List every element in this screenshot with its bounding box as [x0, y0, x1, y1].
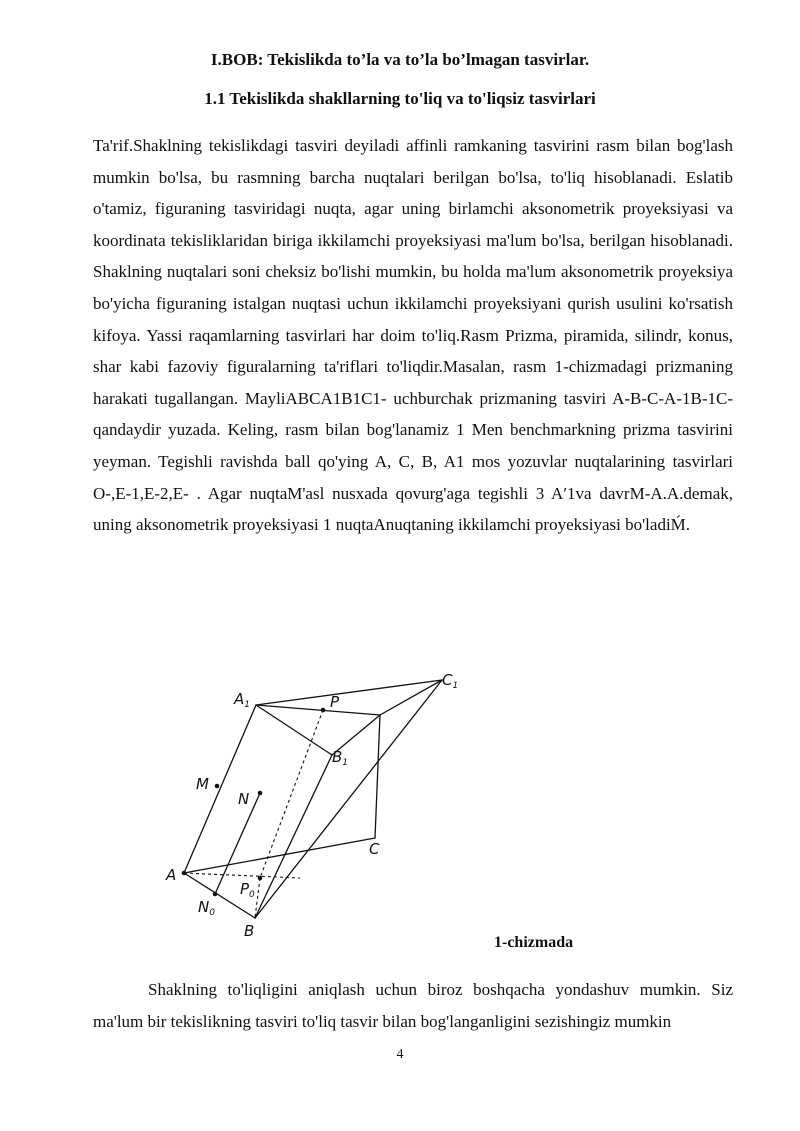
section-heading: 1.1 Tekislikda shakllarning to'liq va to'liqsiz tasvirlari: [204, 89, 596, 108]
edge-a1-b1: [256, 705, 380, 715]
dashed-a-c-lower: [184, 873, 300, 878]
page-number: 4: [396, 1047, 404, 1062]
label-p0: $P_0$: [240, 880, 255, 900]
label-a1: $A_1$: [234, 690, 250, 710]
body-paragraph-continuation: Shaklning to'liqligini aniqlash uchun biroz boshqacha yondashuv mumkin. Siz ma'lum bir tekislikning tasviri to'liq tasvir bilan bog'langanligini sezishingiz mumkin: [93, 980, 733, 1031]
edge-a1-c1: [256, 680, 442, 705]
edge-c-b1: [375, 715, 380, 838]
point-p: [321, 708, 326, 713]
point-n: [258, 791, 263, 796]
label-n: N: [238, 790, 250, 808]
prism-figure: [160, 660, 470, 940]
point-m: [215, 784, 220, 789]
edge-b-pp: [255, 755, 332, 918]
label-a: A: [166, 866, 177, 884]
label-c1: $C_1$: [442, 671, 459, 691]
label-b1: $B_1$: [332, 748, 349, 768]
label-n0: $N_0$: [198, 898, 215, 918]
edge-a-a1: [184, 705, 256, 873]
point-n0: [213, 892, 218, 897]
point-a: [182, 871, 187, 876]
label-m: M: [196, 775, 209, 793]
edge-c1-b1: [380, 680, 442, 715]
point-p0: [258, 876, 263, 881]
figure-caption: 1-chizmada: [494, 934, 574, 951]
body-paragraph-definition: Ta'rif.Shaklning tekislikdagi tasviri deyiladi affinli ramkaning tasvirini rasm bilan bog'lash mumkin bo'lsa, bu rasmning barcha nuqtalari berilgan bo'lsa, to'liq hisoblanadi. Eslatib o'tamiz, figuraning tasviridagi nuqta, agar uning birlamchi aksonometrik proyeksiyasi va koordinata tekisliklaridan biriga ikkilamchi proyeksiyasi ma'lum bo'lsa, berilgan hisoblanadi. Shaklning nuqtalari soni cheksiz bo'lishi mumkin, bu holda ma'lum aksonometrik proyeksiya bo'yicha figuraning istalgan nuqtasi uchun ikkilamchi proyeksiyani qurish usulini ko'rsatish kifoya. Yassi raqamlarning tasvirlari har doim to'liq.Rasm Prizma, piramida, silindr, konus, shar kabi fazoviy figuralarning ta'riflari to'liqdir.Masalan, rasm 1-chizmadagi prizmaning harakati tugallangan. MayliABCA1B1C1- uchburchak prizmaning tasviri A-B-C-A-1B-1C- qandaydir yuzada. Keling, rasm bilan bog'lanamiz 1 Men benchmarkning prizma tasvirini yeyman. Tegishli ravishda ball qo'ying A, C, B, A1 mos yozuvlar nuqtalarining tasvirlari O-,E-1,E-2,E- . Agar nuqtaM'asl nusxada qovurg'aga tegishli 3 A′1va davrM-A.A.demak, uning aksonometrik proyeksiyasi 1 nuqtaAnuqtaning ikkilamchi proyeksiyasi bo'ladiḾ.: [93, 136, 733, 535]
label-b: B: [244, 922, 255, 940]
chapter-heading: I.BOB: Tekislikda to’la va to’la bo’lmagan tasvirlar.: [210, 50, 590, 69]
edge-a-c: [184, 838, 375, 873]
edge-b-c1: [255, 680, 442, 918]
segment-n0-n: [215, 793, 260, 894]
edge-a1-pp: [256, 705, 332, 755]
label-p: P: [330, 693, 340, 711]
label-c: C: [369, 840, 380, 858]
prism-drawing: [160, 660, 470, 940]
